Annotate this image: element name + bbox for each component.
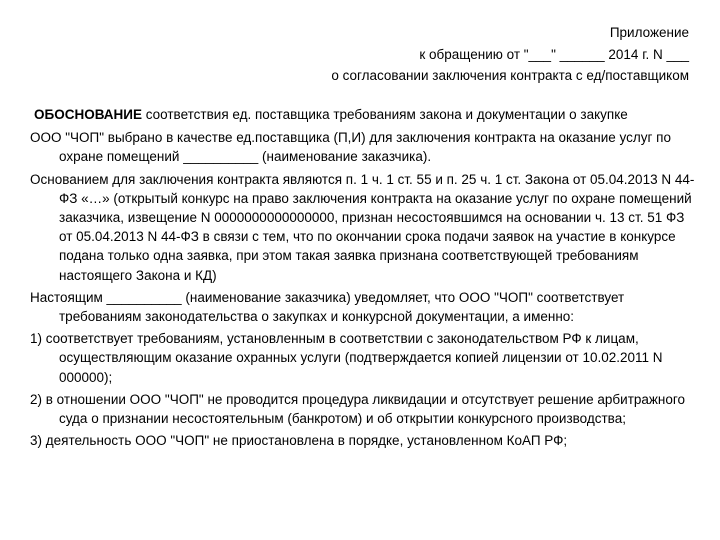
document-body bbox=[30, 105, 695, 453]
document-title bbox=[30, 105, 695, 124]
paragraph-supplier-selection: ООО "ЧОП" выбрано в качестве ед.поставщика (П,И) для заключения контракта на оказание услуг по охране помещений __________ (наименование заказчика). bbox=[30, 130, 671, 165]
paragraph-notification: Настоящим __________ (наименование заказчика) уведомляет, что ООО "ЧОП" соответствует требованиям законодательства о закупках и конкурсной документации, а именно: bbox=[30, 289, 625, 325]
approval-subject: о согласовании заключения контракта с ед/поставщиком bbox=[331, 68, 689, 83]
list-item-activity: 3) деятельность ООО "ЧОП" не приостановлена в порядке, установленном КоАП РФ; bbox=[30, 433, 568, 449]
appendix-header bbox=[331, 22, 689, 87]
list-item-license: 1) соответствует требованиям, установленным в соответствии с законодательством РФ к лицам, осуществляющим оказание охранных услуги (подтверждается копией лицензии от 10.02.2011 N 000000); bbox=[30, 331, 663, 385]
title-bold: ОБОСНОВАНИЕ bbox=[34, 107, 142, 122]
title-rest: соответствия ед. поставщика требованиям закона и документации о закупке bbox=[142, 107, 628, 122]
appeal-reference: к обращению от "___" ______ 2014 г. N ___ bbox=[419, 46, 689, 62]
paragraph-legal-basis: Основанием для заключения контракта являются п. 1 ч. 1 ст. 55 и п. 25 ч. 1 ст. Закона от 05.04.2013 N 44-ФЗ «…» (открытый конкурс на право заключения контракта на оказание услуг по охране помещений заказчика, извещение N 0000000000000000, признан несостоявшимся на основании ч. 13 ст. 51 ФЗ от 05.04.2013 N 44-ФЗ в связи с тем, что по окончании срока подачи заявок на участие в конкурсе подана только одна заявка, при этом такая заявка признана соответствующей требованиям настоящего Закона и КД) bbox=[30, 171, 695, 283]
list-item-liquidation: 2) в отношении ООО "ЧОП" не проводится процедура ликвидации и отсутствует решение арбитражного суда о признании несостоятельным (банкротом) и об открытии конкурсного производства; bbox=[30, 391, 686, 427]
appendix-label: Приложение bbox=[609, 25, 689, 40]
